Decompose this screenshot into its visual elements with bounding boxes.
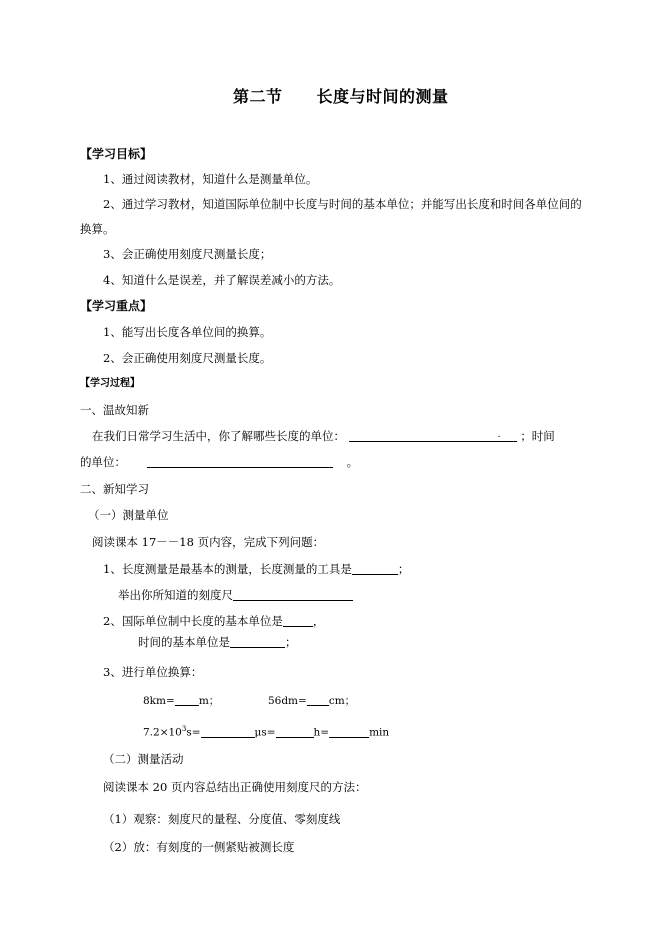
conversion-min-unit: min — [369, 726, 390, 739]
review-line-2 — [80, 454, 358, 470]
objective-item: 2、通过学习教材，知道国际单位制中长度与时间的基本单位；并能写出长度和时间各单位间的 — [103, 197, 582, 211]
question-2b-end: ； — [285, 635, 297, 649]
conversion-us-unit: μs= — [254, 726, 276, 739]
objective-item: 4、知道什么是误差，并了解误差减小的方法。 — [103, 273, 341, 287]
h-to-min-blank[interactable] — [329, 725, 369, 738]
method-observe: （1）观察：刻度尺的量程、分度值、零刻度线 — [103, 812, 341, 826]
us-to-h-blank[interactable] — [276, 725, 314, 738]
section-number: 第二节 — [233, 87, 283, 106]
review-line-end: ；时间 — [520, 429, 555, 443]
method-place: （2）放：有刻度的一侧紧贴被测长度 — [103, 840, 295, 854]
question-2-text: 2、国际单位制中长度的基本单位是 — [103, 614, 283, 628]
question-1 — [103, 561, 409, 577]
conversion-dm-unit: cm； — [328, 695, 356, 707]
rulers-blank[interactable] — [233, 588, 353, 601]
objective-item: 换算。 — [80, 222, 115, 236]
conversion-s-unit: s= — [186, 726, 201, 739]
question-2-end: ， — [312, 614, 325, 628]
page-title — [233, 89, 449, 105]
reading-instruction-2: 阅读课本 20 页内容总结出正确使用刻度尺的方法： — [103, 780, 367, 794]
question-2b-text: 时间的基本单位是 — [138, 635, 230, 649]
question-2 — [103, 613, 324, 629]
question-2b — [138, 634, 297, 650]
s-to-us-blank[interactable] — [201, 725, 255, 738]
km-to-m-blank[interactable] — [175, 693, 199, 706]
time-si-unit-blank[interactable] — [230, 635, 285, 648]
tool-blank[interactable] — [352, 562, 398, 575]
question-1b — [118, 587, 353, 603]
process-heading: 【学习过程】 — [80, 378, 140, 389]
review-heading: 一、温故知新 — [80, 403, 149, 417]
question-1b-text: 举出你所知道的刻度尺 — [118, 588, 233, 602]
question-1-end: ； — [397, 562, 410, 576]
review-line-2-end: 。 — [346, 455, 359, 469]
question-1-text: 1、长度测量是最基本的测量，长度测量的工具是 — [103, 562, 352, 576]
conversion-km-unit: m； — [198, 695, 220, 707]
conversion-row-2 — [143, 721, 389, 741]
question-3: 3、进行单位换算： — [103, 665, 203, 679]
objectives-heading: 【学习目标】 — [80, 147, 153, 161]
subsection-measure-units: （一）测量单位 — [88, 508, 169, 522]
blank-mark: . — [497, 429, 501, 440]
section-topic: 长度与时间的测量 — [316, 87, 449, 106]
length-si-unit-blank[interactable] — [283, 614, 313, 627]
reading-instruction-1: 阅读课本 17－－18 页内容，完成下列问题： — [92, 535, 325, 549]
review-line-1 — [92, 428, 555, 444]
objective-item: 3、会正确使用刻度尺测量长度； — [103, 247, 272, 261]
review-prompt-2: 的单位： — [80, 455, 126, 469]
key-points-heading: 【学习重点】 — [80, 299, 153, 313]
objective-item: 1、通过阅读教材，知道什么是测量单位。 — [103, 172, 318, 186]
key-point-item: 2、会正确使用刻度尺测量长度。 — [103, 351, 272, 365]
conversion-row-1 — [143, 693, 355, 709]
key-point-item: 1、能写出长度各单位间的换算。 — [103, 325, 272, 339]
conversion-km: 8km= — [143, 695, 175, 707]
dm-to-cm-blank[interactable] — [307, 693, 329, 706]
conversion-exponent: 3 — [181, 725, 187, 733]
new-learning-heading: 二、新知学习 — [80, 482, 149, 496]
conversion-dm: 56dm= — [267, 695, 307, 707]
subsection-measure-activity: （二）测量活动 — [103, 752, 184, 766]
conversion-seconds-value: 7.2×10 — [143, 726, 182, 739]
length-units-blank[interactable] — [349, 429, 517, 442]
time-units-blank[interactable] — [147, 455, 333, 468]
review-prompt: 在我们日常学习生活中，你了解哪些长度的单位： — [92, 429, 345, 443]
conversion-h-unit: h= — [313, 726, 330, 739]
